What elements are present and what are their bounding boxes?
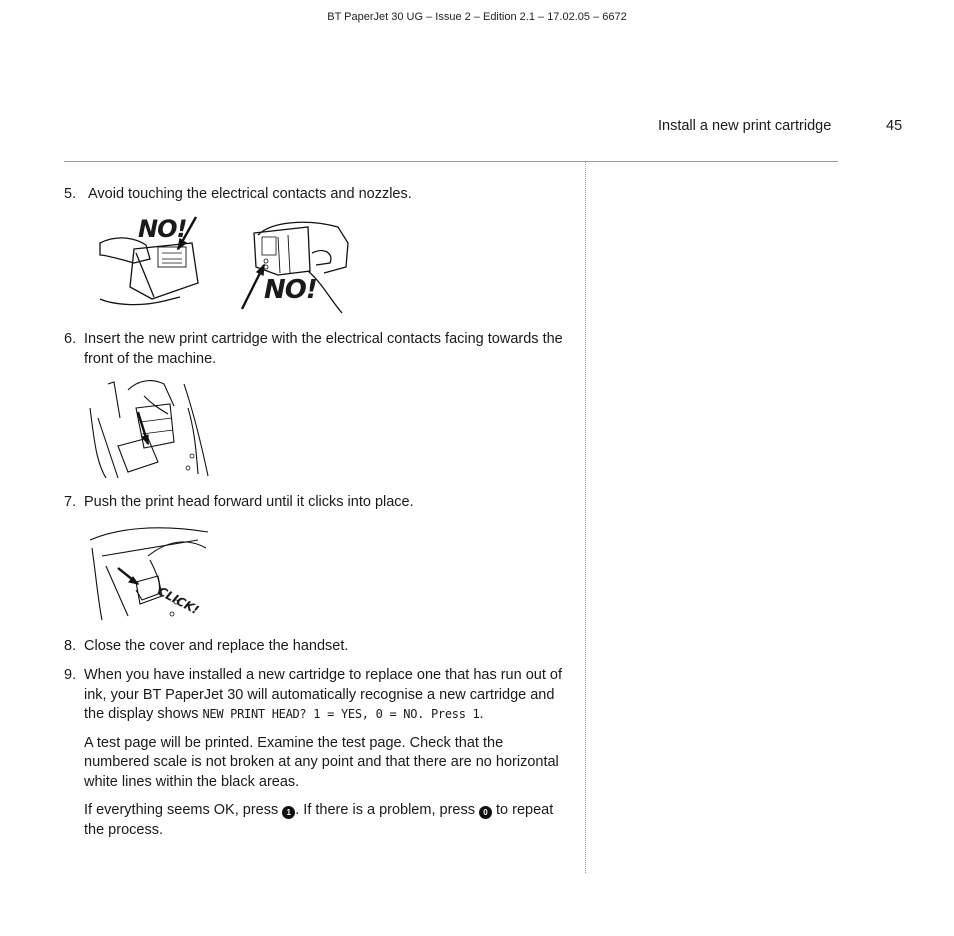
step-text: Close the cover and replace the handset.	[84, 638, 349, 654]
header-rule	[64, 161, 838, 162]
display-message: NEW PRINT HEAD? 1 = YES, 0 = NO. Press 1	[202, 707, 480, 721]
step-text: Push the print head forward until it clicks into place.	[84, 494, 414, 510]
running-head: BT PaperJet 30 UG – Issue 2 – Edition 2.1 – 17.02.05 – 6672	[327, 11, 627, 23]
column-divider	[585, 161, 586, 873]
step-8	[64, 637, 564, 666]
key-0-icon: 0	[479, 806, 492, 819]
step-number: 7.	[64, 494, 77, 510]
step-7	[64, 493, 564, 522]
step-number: 6.	[64, 331, 77, 347]
step-text: Insert the new print cartridge with the electrical contacts facing towards the front of the machine.	[84, 331, 563, 367]
no-touch-nozzles-illustration	[238, 213, 354, 317]
page-number: 45	[886, 118, 903, 134]
key-1-icon: 1	[282, 806, 295, 819]
click-into-place-illustration	[88, 520, 210, 624]
section-title: Install a new print cartridge	[658, 118, 832, 134]
confirm-paragraph: If everything seems OK, press 1 . If there is a problem, press 0 to repeat the process.	[84, 802, 554, 838]
step-text: Avoid touching the electrical contacts and nozzles.	[88, 186, 412, 202]
step-9	[64, 666, 564, 849]
insert-cartridge-illustration	[88, 378, 210, 482]
warning-label: NO!	[138, 215, 187, 243]
click-label: CLICK!	[155, 584, 202, 618]
step-number: 9.	[64, 667, 77, 683]
step-6	[64, 330, 564, 378]
step-5	[64, 185, 564, 214]
step-number: 8.	[64, 638, 77, 654]
warning-label: NO!	[264, 275, 317, 305]
no-touch-contacts-illustration	[96, 213, 208, 313]
step-text: When you have installed a new cartridge to replace one that has run out of ink, your BT PaperJet 30 will automatically recognise a new cartridge and the display shows NEW PRINT HEAD? 1 = YES, 0 = NO. Press 1.	[84, 667, 562, 722]
test-page-paragraph: A test page will be printed. Examine the test page. Check that the numbered scale is not broken at any point and that there are no horizontal white lines within the black areas.	[84, 734, 559, 790]
step-number: 5.	[64, 186, 77, 202]
